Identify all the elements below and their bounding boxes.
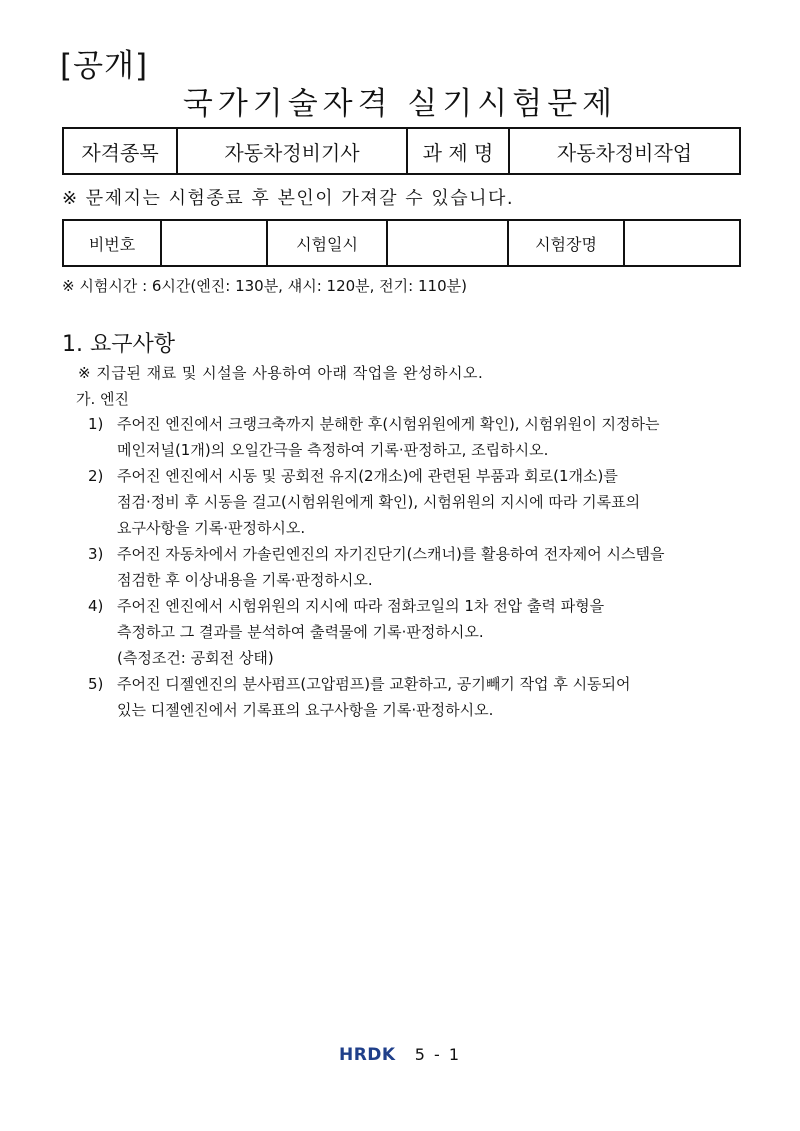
requirements-intro: ※ 지급된 재료 및 시설을 사용하여 아래 작업을 완성하시오. bbox=[78, 364, 484, 382]
task-number: 3) bbox=[88, 545, 104, 563]
exam-date-label: 시험일시 bbox=[267, 220, 387, 266]
task-line: 점검한 후 이상내용을 기록·판정하시오. bbox=[117, 571, 373, 589]
page-footer bbox=[0, 1045, 800, 1065]
qualification-value: 자동차정비기사 bbox=[177, 128, 407, 174]
task-number: 5) bbox=[88, 675, 104, 693]
task-line: 주어진 자동차에서 가솔린엔진의 자기진단기(스캐너)를 활용하여 전자제어 시스템을 bbox=[117, 545, 665, 563]
public-tag: [공개] bbox=[60, 48, 149, 84]
take-home-note: ※ 문제지는 시험종료 후 본인이 가져갈 수 있습니다. bbox=[62, 188, 515, 209]
task-item bbox=[88, 411, 748, 463]
task-line: 요구사항을 기록·판정하시오. bbox=[117, 519, 306, 537]
task-item bbox=[88, 593, 748, 671]
task-line: 있는 디젤엔진에서 기록표의 요구사항을 기록·판정하시오. bbox=[117, 701, 494, 719]
task-name-label: 과 제 명 bbox=[407, 128, 509, 174]
exam-date-field[interactable] bbox=[387, 220, 508, 266]
task-number: 1) bbox=[88, 415, 104, 433]
task-line: 메인저널(1개)의 오일간극을 측정하여 기록·판정하고, 조립하시오. bbox=[117, 441, 549, 459]
task-item bbox=[88, 671, 748, 723]
qualification-label: 자격종목 bbox=[63, 128, 177, 174]
exam-site-field[interactable] bbox=[624, 220, 740, 266]
seat-number-field[interactable] bbox=[161, 220, 267, 266]
qualification-table bbox=[62, 127, 741, 175]
task-item bbox=[88, 463, 748, 541]
task-name-value: 자동차정비작업 bbox=[509, 128, 740, 174]
engine-subheading: 가. 엔진 bbox=[76, 390, 130, 408]
task-item bbox=[88, 541, 748, 593]
task-line: 점검·정비 후 시동을 걸고(시험위원에게 확인), 시험위원의 지시에 따라 기록표의 bbox=[117, 493, 641, 511]
page-number: 5 - 1 bbox=[414, 1045, 461, 1064]
exam-site-label: 시험장명 bbox=[508, 220, 624, 266]
document-title: 국가기술자격 실기시험문제 bbox=[182, 86, 618, 122]
task-line: 주어진 엔진에서 시험위원의 지시에 따라 점화코일의 1차 전압 출력 파형을 bbox=[117, 597, 605, 615]
task-number: 2) bbox=[88, 467, 104, 485]
task-line: 주어진 엔진에서 시동 및 공회전 유지(2개소)에 관련된 부품과 회로(1개소)를 bbox=[117, 467, 618, 485]
task-line: 측정하고 그 결과를 분석하여 출력물에 기록·판정하시오. bbox=[117, 623, 484, 641]
task-line: 주어진 디젤엔진의 분사펌프(고압펌프)를 교환하고, 공기빼기 작업 후 시동되어 bbox=[117, 675, 631, 693]
exam-time-note: ※ 시험시간 : 6시간(엔진: 130분, 섀시: 120분, 전기: 110분) bbox=[62, 277, 467, 295]
requirements-heading: 1. 요구사항 bbox=[62, 332, 175, 357]
task-line: 주어진 엔진에서 크랭크축까지 분해한 후(시험위원에게 확인), 시험위원이 지정하는 bbox=[117, 415, 660, 433]
hrdk-logo: HRDK bbox=[338, 1045, 396, 1065]
seat-number-label: 비번호 bbox=[63, 220, 161, 266]
task-line: (측정조건: 공회전 상태) bbox=[117, 649, 274, 667]
task-number: 4) bbox=[88, 597, 104, 615]
exam-info-table bbox=[62, 219, 741, 267]
engine-task-list bbox=[88, 411, 748, 723]
